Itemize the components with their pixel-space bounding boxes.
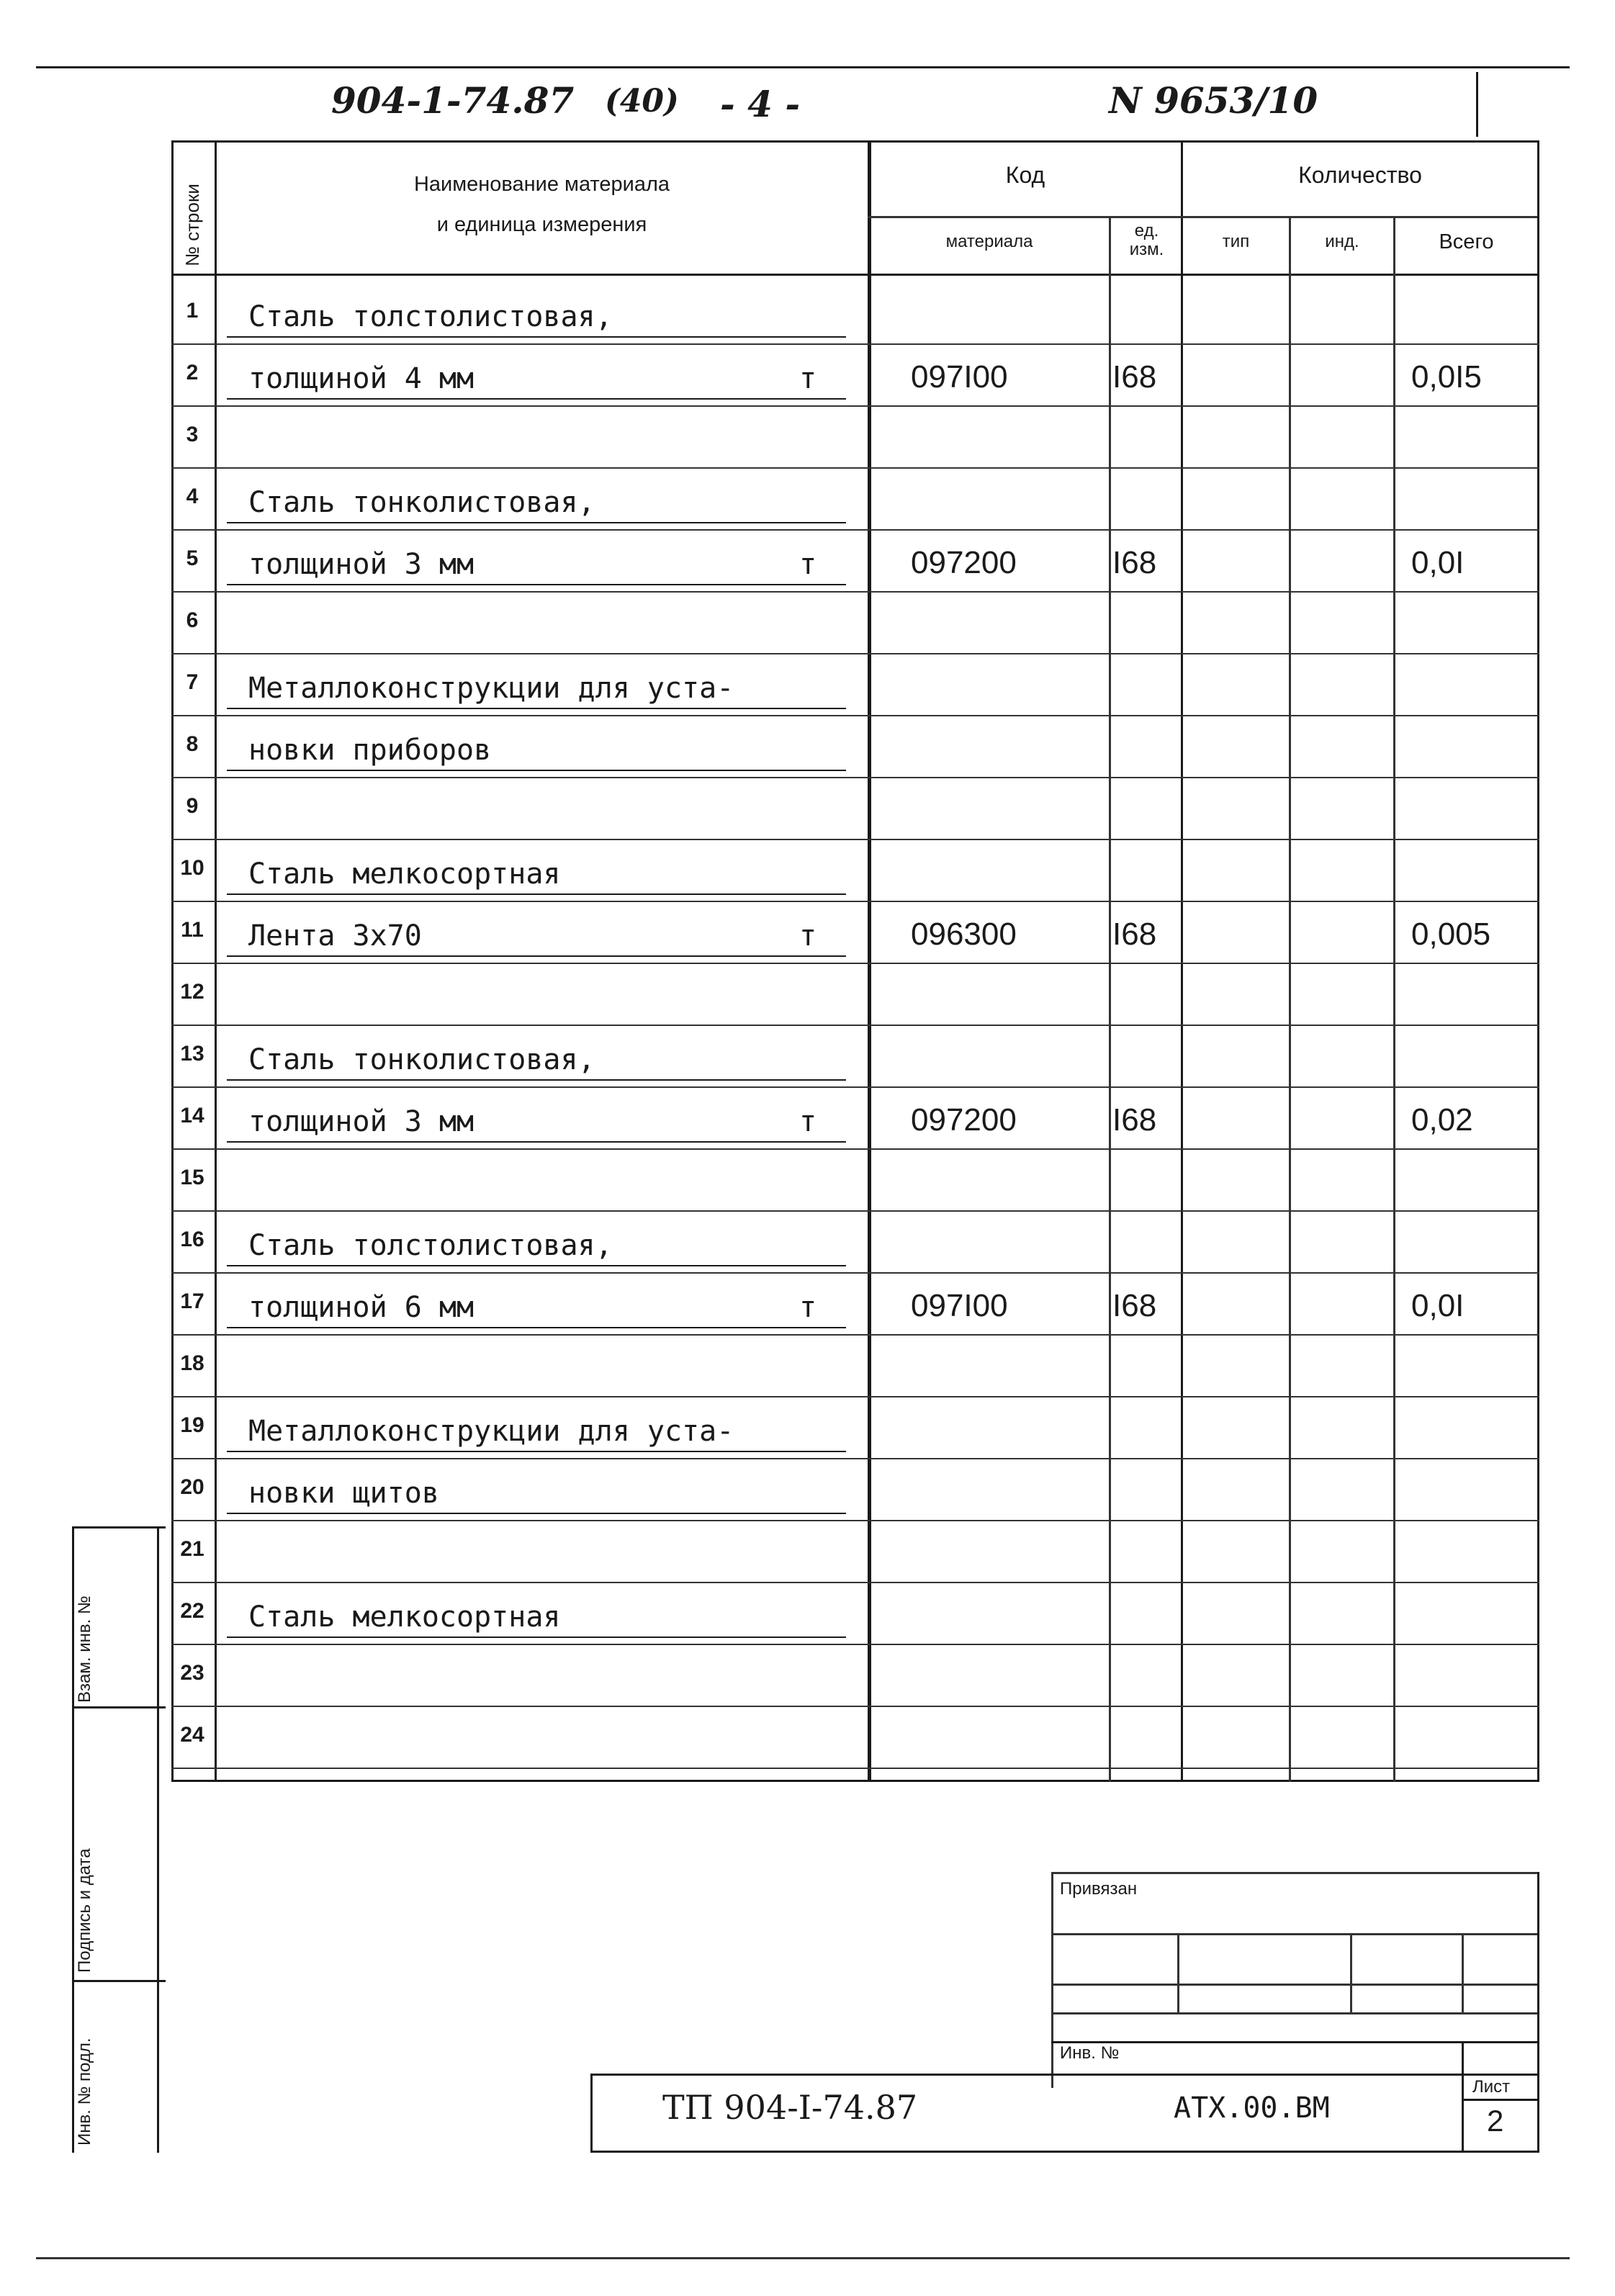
- doc-code: 904-1-74.87: [331, 79, 575, 122]
- stamp-col-2: [1350, 1933, 1352, 2012]
- row-unit: т: [799, 362, 817, 395]
- row-name: толщиной 6 мм: [248, 1291, 474, 1324]
- name-header-line1: Наименование материала: [413, 173, 670, 196]
- row-name: Металлоконструкции для уста-: [248, 672, 734, 705]
- row-number: 5: [186, 546, 199, 570]
- row-line: [171, 1210, 1539, 1212]
- row-line: [171, 1768, 1539, 1769]
- row-number: 3: [186, 423, 199, 446]
- sheet-label: Лист: [1472, 2077, 1511, 2097]
- row-number: 7: [186, 670, 199, 694]
- side-column-line: [157, 1526, 159, 2153]
- row-name-underline: [227, 1141, 846, 1143]
- row-number: 8: [186, 732, 199, 756]
- row-number: 24: [180, 1723, 204, 1747]
- row-name: толщиной 3 мм: [248, 1105, 474, 1138]
- row-line: [171, 839, 1539, 840]
- col-line-code: [1181, 140, 1183, 1782]
- stamp-row-2: [1051, 1984, 1537, 1986]
- sheet-box-mid: [1462, 2099, 1537, 2101]
- row-material-code: 097200: [911, 545, 1017, 580]
- row-name: Сталь тонколистовая,: [248, 486, 595, 519]
- stamp-col-1: [1177, 1933, 1179, 2012]
- row-number: 19: [180, 1413, 204, 1437]
- row-line: [171, 653, 1539, 654]
- row-name: Сталь тонколистовая,: [248, 1043, 595, 1076]
- row-unit: т: [799, 548, 817, 581]
- row-line: [171, 1148, 1539, 1150]
- title-block-top: [590, 2074, 1537, 2076]
- row-name-underline: [227, 893, 846, 895]
- row-name-underline: [227, 1637, 846, 1638]
- header-split: [868, 216, 1537, 218]
- row-number: 15: [180, 1166, 204, 1189]
- row-name-underline: [227, 1451, 846, 1452]
- row-number: 14: [180, 1104, 204, 1127]
- row-unit-code: I68: [1112, 1102, 1157, 1138]
- row-line: [171, 343, 1539, 345]
- row-unit-code: I68: [1112, 359, 1157, 395]
- qty-ind-header: инд.: [1325, 232, 1359, 251]
- side-sep-2: [72, 1706, 166, 1709]
- row-number: 11: [181, 918, 204, 942]
- table-top: [171, 140, 1539, 143]
- row-number: 6: [186, 608, 199, 632]
- row-name-underline: [227, 708, 846, 709]
- row-line: [171, 1706, 1539, 1707]
- side-label-sign: Подпись и дата: [75, 1848, 94, 1973]
- row-number: 1: [186, 299, 199, 323]
- row-line: [171, 715, 1539, 716]
- row-number: 10: [180, 856, 204, 880]
- col-line-rowno: [215, 140, 217, 1782]
- row-name: новки щитов: [248, 1477, 439, 1510]
- row-number: 4: [186, 485, 199, 508]
- row-number: 21: [180, 1537, 204, 1561]
- row-material-code: 097I00: [911, 359, 1008, 395]
- album-number: (40): [605, 83, 679, 120]
- stamp-col-3: [1462, 1933, 1464, 2012]
- col-line-type: [1289, 216, 1291, 1782]
- side-sep-3: [72, 1980, 166, 1982]
- code-header: Код: [1005, 162, 1045, 188]
- row-unit: т: [799, 1105, 817, 1138]
- row-line: [171, 1520, 1539, 1521]
- table-bottom: [171, 1780, 1539, 1782]
- col-line-unit: [1109, 216, 1111, 1782]
- row-line: [171, 963, 1539, 964]
- row-line: [171, 1272, 1539, 1274]
- qty-total-header: Всего: [1439, 230, 1494, 253]
- row-name-underline: [227, 1513, 846, 1514]
- stamp-inv-label: Инв. №: [1060, 2043, 1120, 2063]
- row-total: 0,0I: [1411, 1288, 1465, 1323]
- row-name: Металлоконструкции для уста-: [248, 1415, 734, 1448]
- stamp-row-1: [1051, 1933, 1537, 1935]
- stamp-row-3: [1051, 2012, 1537, 2014]
- table-right: [1537, 140, 1539, 1782]
- row-name-underline: [227, 336, 846, 338]
- name-header-line2: и единица измерения: [436, 213, 647, 236]
- side-left-line: [72, 1526, 74, 2153]
- row-name-underline: [227, 1327, 846, 1328]
- code-material-header: материала: [945, 232, 1033, 251]
- row-name: Сталь толстолистовая,: [248, 1229, 613, 1262]
- row-name-underline: [227, 770, 846, 771]
- title-sheet-code: АТХ.00.ВМ: [1174, 2092, 1330, 2125]
- sheet-number: 2: [1487, 2104, 1504, 2138]
- row-total: 0,0I: [1411, 545, 1465, 580]
- row-line: [171, 777, 1539, 778]
- code-unit-header: ед. изм.: [1129, 221, 1164, 259]
- row-name-underline: [227, 955, 846, 957]
- row-total: 0,02: [1411, 1102, 1473, 1138]
- row-number: 9: [186, 794, 199, 818]
- row-name-underline: [227, 584, 846, 585]
- row-name-underline: [227, 1079, 846, 1081]
- row-number: 2: [186, 361, 199, 384]
- row-material-code: 096300: [911, 917, 1017, 952]
- stamp-row-4: [1051, 2041, 1537, 2043]
- row-unit: т: [799, 1291, 817, 1324]
- row-name-underline: [227, 522, 846, 523]
- row-name: толщиной 3 мм: [248, 548, 474, 581]
- row-line: [171, 405, 1539, 407]
- row-material-code: 097200: [911, 1102, 1017, 1138]
- title-block-right: [1537, 1872, 1539, 2153]
- row-line: [171, 1086, 1539, 1088]
- row-name: Сталь толстолистовая,: [248, 300, 613, 333]
- bottom-rule: [36, 2257, 1570, 2259]
- row-line: [171, 1396, 1539, 1397]
- row-number: 18: [180, 1351, 204, 1375]
- page-marker: - 4 -: [720, 83, 801, 125]
- row-total: 0,005: [1411, 917, 1491, 952]
- doc-number: N 9653/10: [1109, 79, 1318, 122]
- row-unit-code: I68: [1112, 545, 1157, 580]
- row-name: Сталь мелкосортная: [248, 1601, 561, 1634]
- row-line: [171, 467, 1539, 469]
- row-line: [171, 591, 1539, 593]
- header-bottom: [171, 274, 1539, 276]
- row-number: 17: [180, 1289, 204, 1313]
- col-line-name: [868, 140, 871, 1782]
- sheet-box-left: [1462, 2041, 1464, 2153]
- quantity-header: Количество: [1298, 162, 1422, 188]
- row-unit-code: I68: [1112, 1288, 1157, 1323]
- row-line: [171, 529, 1539, 531]
- row-unit-code: I68: [1112, 917, 1157, 952]
- row-material-code: 097I00: [911, 1288, 1008, 1323]
- row-line: [171, 1458, 1539, 1459]
- col-line-ind: [1393, 216, 1395, 1782]
- row-line: [171, 1025, 1539, 1026]
- row-name: Лента 3х70: [248, 919, 422, 953]
- title-block-bottom: [590, 2151, 1537, 2153]
- row-number: 20: [180, 1475, 204, 1499]
- row-line: [171, 1334, 1539, 1336]
- row-line: [171, 901, 1539, 902]
- side-label-orig: Инв. № подл.: [75, 2038, 94, 2146]
- row-name-underline: [227, 1265, 846, 1266]
- row-name: Сталь мелкосортная: [248, 857, 561, 891]
- row-total: 0,0I5: [1411, 359, 1482, 395]
- stamp-bound-top: [1051, 1872, 1537, 1874]
- side-sep-1: [72, 1526, 166, 1529]
- title-doc-code: ТП 904-I-74.87: [662, 2088, 918, 2127]
- row-name: новки приборов: [248, 734, 492, 767]
- row-name: толщиной 4 мм: [248, 362, 474, 395]
- row-unit: т: [799, 919, 817, 953]
- row-number: 16: [180, 1228, 204, 1251]
- qty-type-header: тип: [1222, 232, 1250, 251]
- row-number: 22: [180, 1599, 204, 1623]
- row-line: [171, 1644, 1539, 1645]
- top-right-tick: [1476, 72, 1478, 137]
- stamp-bound-left: [1051, 1872, 1053, 2088]
- row-number-header: № строки: [181, 184, 203, 266]
- stamp-bound-label: Привязан: [1060, 1879, 1138, 1899]
- row-name-underline: [227, 398, 846, 400]
- row-number: 23: [180, 1661, 204, 1685]
- title-block-left: [590, 2074, 593, 2153]
- row-line: [171, 1582, 1539, 1583]
- row-number: 13: [180, 1042, 204, 1066]
- side-label-replace: Взам. инв. №: [75, 1595, 94, 1703]
- top-border: [36, 66, 1570, 68]
- table-left: [171, 140, 174, 1782]
- row-number: 12: [180, 980, 204, 1004]
